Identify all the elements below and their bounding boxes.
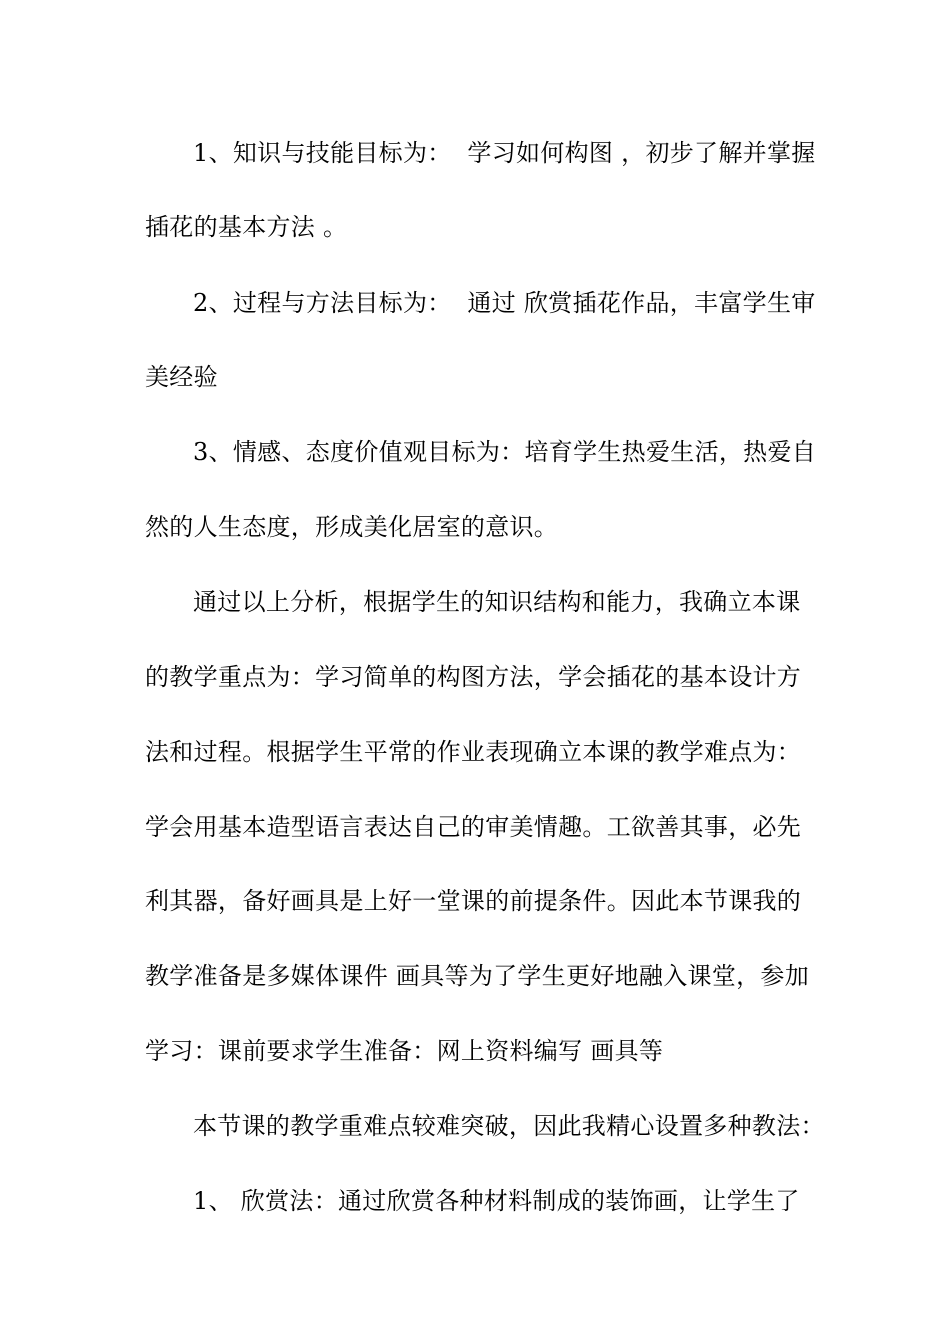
text-line-objective-3-cont: 然的人生态度，形成美化居室的意识。	[145, 513, 559, 541]
text-line-method-1: 1、 欣赏法：通过欣赏各种材料制成的装饰画，让学生了	[193, 1187, 800, 1215]
text-line-analysis: 通过以上分析，根据学生的知识结构和能力，我确立本课	[193, 588, 801, 616]
text-line-objective-2: 2、过程与方法目标为： 通过 欣赏插花作品，丰富学生审	[193, 289, 816, 317]
text-line-methods-intro: 本节课的教学重难点较难突破，因此我精心设置多种教法：	[193, 1112, 825, 1140]
text-line-objective-1-cont: 插花的基本方法 。	[145, 213, 348, 241]
text-line-analysis-6: 教学准备是多媒体课件 画具等为了学生更好地融入课堂，参加	[145, 962, 810, 990]
text-line-analysis-3: 法和过程。根据学生平常的作业表现确立本课的教学难点为：	[145, 738, 802, 766]
text-line-analysis-2: 的教学重点为：学习简单的构图方法，学会插花的基本设计方	[145, 663, 802, 691]
text-line-objective-3: 3、情感、态度价值观目标为：培育学生热爱生活，热爱自	[193, 438, 817, 466]
text-line-analysis-7: 学习：课前要求学生准备：网上资料编写 画具等	[145, 1037, 664, 1065]
text-line-objective-2-cont: 美经验	[145, 363, 218, 391]
text-line-objective-1: 1、知识与技能目标为： 学习如何构图 ，初步了解并掌握	[193, 139, 816, 167]
text-line-analysis-4: 学会用基本造型语言表达自己的审美情趣。工欲善其事，必先	[145, 813, 802, 841]
text-line-analysis-5: 利其器，备好画具是上好一堂课的前提条件。因此本节课我的	[145, 887, 802, 915]
